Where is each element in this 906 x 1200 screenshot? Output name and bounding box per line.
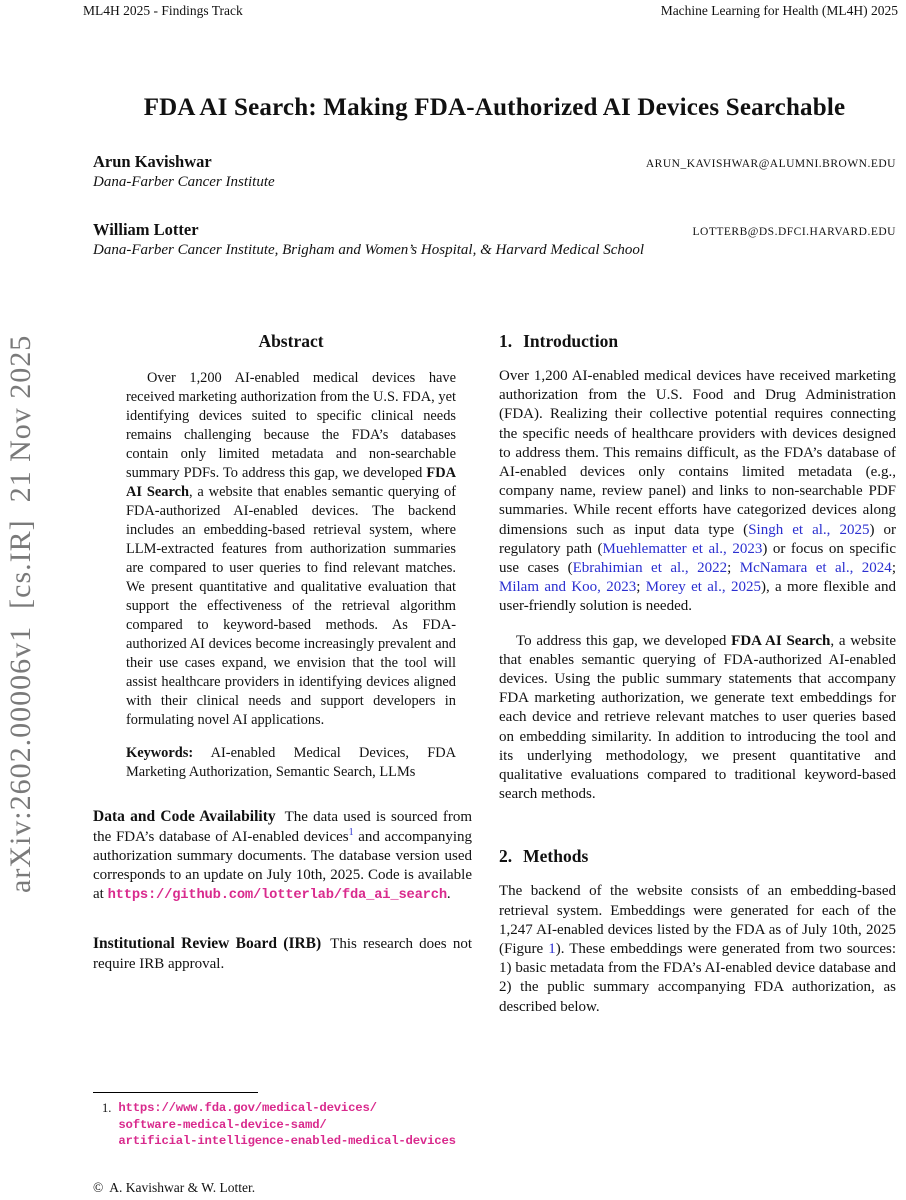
introduction-paragraph-1: [499, 367, 896, 617]
citation-separator: ;: [727, 560, 740, 577]
footnote-marker: 1.: [102, 1101, 112, 1115]
left-column: [93, 331, 472, 989]
methods-p1-text: The backend of the website consists of an embedding-based retrieval system. Embeddings were generated for each of the 1,247 AI-enabled devices listed by the FDA as of July 10th, 2025 (Figure: [499, 883, 896, 958]
author-name: William Lotter: [93, 220, 199, 239]
citation-milam-koo-2023[interactable]: Milam and Koo, 2023: [499, 579, 637, 596]
footnote-url-line[interactable]: software-medical-device-samd/: [118, 1117, 327, 1132]
section-title: Methods: [523, 846, 589, 867]
github-url-link[interactable]: https://github.com/lotterlab/fda_ai_search: [107, 888, 447, 904]
abstract-section: [93, 331, 472, 782]
intro-p1-text: Over 1,200 AI-enabled medical devices have received marketing authorization from the U.S. Food and Drug Administration (FDA). Realizing their collective potential requires connecting the specific needs of healthcare providers with devices designed to address them. This remains difficult, as the FDA’s database of AI-enabled devices only contains limited metadata (e.g., company name, review panel) and links to non-searchable PDF summaries. While recent efforts have categorized devices along dimensions such as input data type (: [499, 368, 896, 538]
author-list: [93, 152, 896, 259]
arxiv-watermark: arXiv:2602.00006v1 [cs.IR] 21 Nov 2025: [4, 334, 37, 894]
keywords-text: AI-enabled Medical Devices, FDA Marketing Authorization, Semantic Search, LLMs: [126, 745, 456, 781]
methods-paragraph-1: [499, 882, 896, 1016]
right-column: [499, 331, 896, 1032]
abstract-bold-tool-name: FDA AI Search: [126, 465, 456, 500]
intro-p2-text: To address this gap, we developed: [516, 632, 732, 649]
section-heading-methods: [499, 846, 896, 867]
section-heading-introduction: [499, 331, 896, 352]
irb-paragraph: [93, 934, 472, 973]
footnote-block: [93, 1092, 478, 1150]
footnote-url-link[interactable]: [118, 1100, 455, 1150]
citation-mcnamara-2024[interactable]: McNamara et al., 2024: [739, 560, 892, 577]
intro-p1-text: ) or regulatory path (: [499, 521, 896, 557]
author-email: ARUN_KAVISHWAR@ALUMNI.BROWN.EDU: [645, 158, 896, 170]
footnote-url-line[interactable]: artificial-intelligence-enabled-medical-devices: [118, 1134, 456, 1148]
author-block: [93, 152, 896, 191]
header-track-label: ML4H 2025 - Findings Track: [83, 3, 243, 18]
author-email: LOTTERB@DS.DFCI.HARVARD.EDU: [692, 226, 896, 238]
abstract-heading: Abstract: [258, 331, 324, 351]
citation-muehlematter-2023[interactable]: Muehlematter et al., 2023: [602, 540, 763, 557]
running-header: [83, 3, 898, 19]
data-availability-text-pre: The data used is sourced from the FDA’s database of AI-enabled devices: [93, 809, 472, 845]
section-number: 1.: [499, 331, 513, 351]
data-availability-text-mid: and accompanying authorization summary documents. The database version used corresponds to an update on July 10th, 2025. Code is available at: [93, 828, 473, 903]
abstract-text-post: , a website that enables semantic querying of FDA-authorized AI-enabled devices. The backend includes an embedding-based retrieval system, where LLM-extracted features from authorization summaries are compared to user queries to find relevant matches. We present quantitative and qualitative evaluation that support the effectiveness of the retrieval algorithm compared to keyword-based methods. As FDA-authorized AI devices become increasingly prevalent and their use cases expand, we envision that the tool will assist healthcare providers in identifying devices aligned with their clinical needs and support developers in formulating novel AI applications.: [126, 484, 456, 728]
citation-separator: ;: [891, 560, 896, 577]
copyright-notice: [93, 1180, 255, 1196]
section-number: 2.: [499, 846, 513, 867]
author-block: [93, 220, 896, 259]
intro-bold-tool-name: FDA AI Search: [731, 632, 831, 649]
irb-heading: Institutional Review Board (IRB): [93, 935, 322, 953]
author-name: Arun Kavishwar: [93, 152, 212, 171]
citation-ebrahimian-2022[interactable]: Ebrahimian et al., 2022: [572, 560, 728, 577]
data-availability-heading: Data and Code Availability: [93, 808, 276, 826]
author-affiliation: Dana-Farber Cancer Institute, Brigham and Women’s Hospital, & Harvard Medical School: [93, 242, 645, 258]
footnote-ref-link[interactable]: 1: [348, 826, 354, 838]
introduction-paragraph-2: [499, 632, 896, 805]
paper-content: [93, 94, 896, 1032]
abstract-text-pre: Over 1,200 AI-enabled medical devices have received marketing authorization from the U.S. FDA, yet identifying devices suited to specific clinical needs remains challenging because the FDA’s databases contain only limited metadata and non-searchable summary PDFs. To address this gap, we developed: [126, 370, 456, 481]
citation-morey-2025[interactable]: Morey et al., 2025: [645, 579, 761, 596]
data-availability-paragraph: [93, 807, 472, 905]
header-venue-label: Machine Learning for Health (ML4H) 2025: [660, 3, 898, 18]
keywords-label: Keywords:: [126, 745, 194, 762]
footnote-url-line[interactable]: https://www.fda.gov/medical-devices/: [118, 1101, 377, 1115]
footnote-rule: [93, 1092, 258, 1093]
abstract-paragraph: [126, 369, 456, 730]
irb-text: This research does not require IRB approval.: [93, 936, 472, 972]
intro-p1-text: ) or focus on specific use cases (: [499, 540, 896, 577]
author-affiliation: Dana-Farber Cancer Institute: [93, 174, 275, 190]
citation-separator: ;: [636, 579, 646, 596]
figure-1-ref-link[interactable]: 1: [548, 941, 556, 958]
section-title: Introduction: [523, 331, 619, 351]
methods-p1-text: ). These embeddings were generated from two sources: 1) basic metadata from the FDA’s AI-enabled device database and 2) the public summary accompanying FDA authorization, as described below.: [499, 941, 896, 1015]
copyright-symbol: ©: [93, 1180, 104, 1195]
intro-p2-text: , a website that enables semantic querying of FDA-authorized AI-enabled devices. Using the public summary statements that accompany FDA marketing authorization, we generate text embeddings for each device and retrieve relevant matches to user queries based on embedding similarity. In addition to introducing the tool and its underlying methodology, we present quantitative and qualitative evaluations compared to traditional keyword-based search methods.: [499, 632, 897, 803]
intro-p1-text: ), a more flexible and user-friendly solution is needed.: [499, 579, 897, 615]
two-column-body: [93, 331, 896, 1032]
citation-singh-2025[interactable]: Singh et al., 2025: [748, 521, 870, 538]
keywords-paragraph: [126, 744, 456, 782]
data-availability-text-post: .: [446, 886, 451, 903]
copyright-text: A. Kavishwar & W. Lotter.: [109, 1180, 256, 1195]
paper-title: FDA AI Search: Making FDA-Authorized AI Devices Searchable: [143, 94, 846, 121]
